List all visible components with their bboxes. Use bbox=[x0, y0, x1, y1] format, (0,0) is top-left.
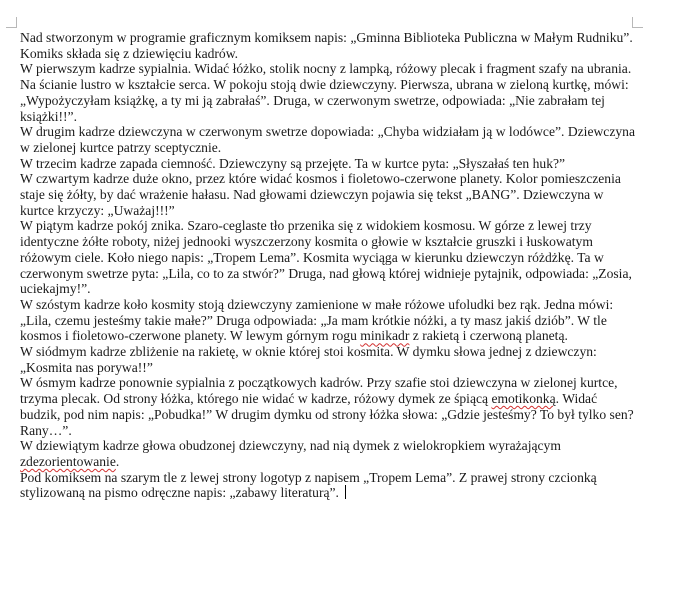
paragraph-footer: Pod komiksem na szarym tle z lewej strony logotyp z napisem „Tropem Lema”. Z prawej strony czcionką stylizowaną na pismo odręczne napis: „zabawy literaturą”. bbox=[20, 469, 597, 501]
paragraph-panel-8: W ósmym kadrze ponownie sypialnia z początkowych kadrów. Przy szafie stoi dziewczyna w zielonej kurtce, trzyma plecak. Od strony łóżka, którego nie widać w kadrze, różowy dymek ze śpiącą emotikonką. Widać budzik, pod nim napis: „Pobudka!” W drugim dymku od strony łóżka słowa: „Gdzie jesteśmy? To był tylko sen? Rany…”. bbox=[20, 375, 634, 438]
paragraph-panel-3: W trzecim kadrze zapada ciemność. Dziewczyny są przejęte. Ta w kurtce pyta: „Słyszałaś ten huk?” bbox=[20, 155, 566, 171]
page-corner-marker-right bbox=[632, 17, 643, 28]
paragraph-panel-9: W dziewiątym kadrze głowa obudzonej dziewczyny, nad nią dymek z wielokropkiem wyrażającym zdezorientowanie. bbox=[20, 438, 561, 469]
document-text-area[interactable] bbox=[20, 30, 638, 501]
text-cursor bbox=[345, 485, 346, 499]
spellcheck-word[interactable]: zdezorientowanie bbox=[20, 453, 116, 469]
paragraph-panel-5: W piątym kadrze pokój znika. Szaro-ceglaste tło przenika się z widokiem kosmosu. W górze z lewej trzy identyczne żółte roboty, niżej jednooki wyszczerzony kosmita o głowie w kształcie gruszki i łuskowatym różowym ciele. Koło niego napis: „Tropem Lema”. Kosmita wyciąga w kierunku dziewczyn różdżkę. Ta w czerwonym swetrze pyta: „Lila, co to za stwór?” Druga, nad głową której widnieje pytajnik, odpowiada: „Zosia, uciekajmy!”. bbox=[20, 218, 632, 297]
paragraph-panel-2: W drugim kadrze dziewczyna w czerwonym swetrze dopowiada: „Chyba widziałam ją w lodówce”. Dziewczyna w zielonej kurtce patrzy sceptycznie. bbox=[20, 124, 635, 155]
paragraph-panel-1: W pierwszym kadrze sypialnia. Widać łóżko, stolik nocny z lampką, różowy plecak i fragment szafy na ubrania. Na ścianie lustro w kształcie serca. W pokoju stoją dwie dziewczyny. Pierwsza, ubrana w zieloną kurtkę, mówi: „Wypożyczyłam książkę, a ty mi ją zabrałaś”. Druga, w czerwonym swetrze, odpowiada: „Nie zabrałam tej książki!!”. bbox=[20, 61, 632, 124]
paragraph-panel-7: W siódmym kadrze zbliżenie na rakietę, w oknie której stoi kosmita. W dymku słowa jednej z dziewczyn: „Kosmita nas porywa!!” bbox=[20, 344, 597, 375]
paragraph-panel-6: W szóstym kadrze koło kosmity stoją dziewczyny zamienione w małe różowe ufoludki bez rąk. Jedna mówi: „Lila, czemu jesteśmy takie małe?” Druga odpowiada: „Ja mam krótkie nóżki, a ty masz jakiś dziób”. W tle kosmos i fioletowo-czerwone planety. W lewym górnym rogu minikadr z rakietą i czerwoną planetą. bbox=[20, 296, 614, 344]
spellcheck-word[interactable]: minikadr bbox=[360, 328, 410, 344]
paragraph-panel-4: W czwartym kadrze duże okno, przez które widać kosmos i fioletowo-czerwone planety. Kolor pomieszczenia staje się żółty, by dać wrażenie hałasu. Nad głowami dziewczyn pojawia się tekst „BANG”. Dziewczyna w kurtce krzyczy: „Uważaj!!!” bbox=[20, 171, 621, 218]
spellcheck-word[interactable]: emotikonką bbox=[491, 391, 556, 407]
paragraph-title: Nad stworzonym w programie graficznym komiksem napis: „Gminna Biblioteka Publiczna w Małym Rudniku”. Komiks składa się z dziewięciu kadrów. bbox=[20, 30, 633, 61]
page-corner-marker-left bbox=[6, 17, 17, 28]
